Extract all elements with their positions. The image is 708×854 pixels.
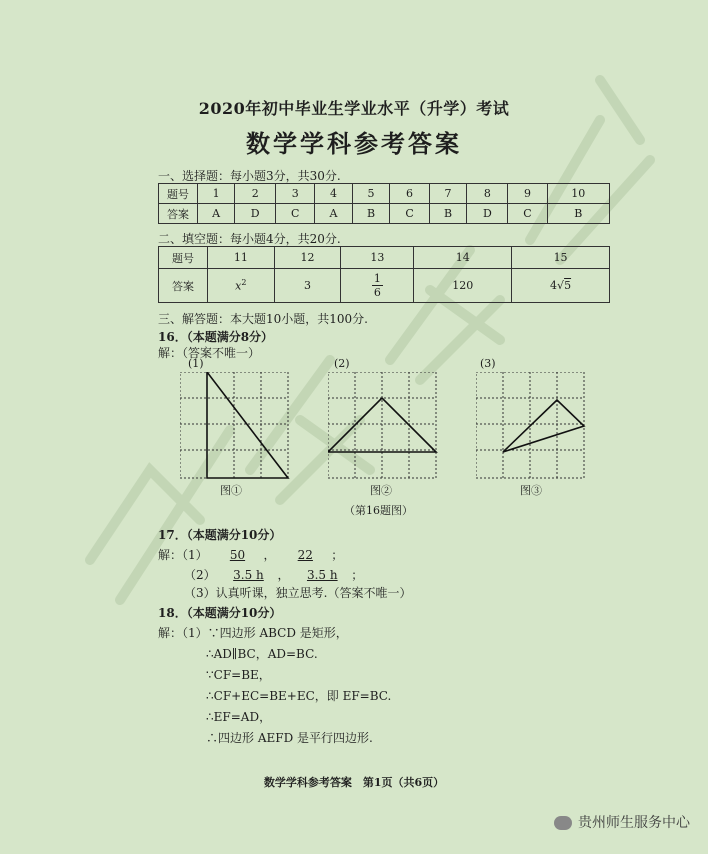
table-cell: C: [508, 204, 547, 224]
figure-caption: 图①: [220, 484, 242, 497]
account-watermark: 贵州师生服务中心: [554, 812, 690, 832]
section1-heading: 一、选择题：每小题3分，共30分.: [158, 169, 341, 183]
q18-line: ∵CF=BE，: [206, 668, 271, 682]
table-cell: B: [429, 204, 467, 224]
table-cell: 15: [512, 247, 610, 269]
row-label-question: 题号: [159, 247, 208, 269]
table-cell: 7: [429, 184, 467, 204]
figure-group-caption: （第16题图）: [344, 504, 413, 517]
table-cell: D: [235, 204, 276, 224]
subject-title: 数学学科参考答案: [246, 129, 462, 158]
q17-line-3: （3）认真听课，独立思考.（答案不唯一）: [184, 586, 412, 600]
table-cell: 9: [508, 184, 547, 204]
table-cell: 8: [467, 184, 508, 204]
page-footer: 数学学科参考答案 第1页（共6页）: [263, 776, 445, 789]
row-label-answer: 答案: [159, 269, 208, 303]
table-cell: 2: [235, 184, 276, 204]
figure-2: [328, 372, 440, 480]
table-cell: 12: [274, 247, 341, 269]
table-cell: B: [547, 204, 609, 224]
table-cell: B: [352, 204, 390, 224]
fraction: $\frac{1}{6}$: [373, 272, 381, 299]
figure-tag: (3): [480, 357, 496, 370]
q17-line-1: 解：（1） 50 ， 22 ；: [158, 548, 344, 562]
q16-solution: 解：（答案不唯一）: [158, 346, 261, 360]
table-cell: 13: [341, 247, 414, 269]
sqrt-icon: √: [557, 279, 565, 292]
figure-caption: 图③: [520, 484, 542, 497]
row-label-answer: 答案: [159, 204, 198, 224]
figure-3: [476, 372, 588, 480]
section2-heading: 二、填空题：每小题4分，共20分.: [158, 232, 341, 246]
q18-line: ∴AD∥BC，AD=BC.: [206, 647, 318, 661]
answer-12: 3: [274, 269, 341, 303]
table-cell: 1: [198, 184, 235, 204]
answer-14: 120: [414, 269, 512, 303]
answer-15: 4√5: [512, 269, 610, 303]
table-cell: A: [315, 204, 352, 224]
q18-line: ∴EF=AD，: [206, 710, 272, 724]
section3-heading: 三、解答题：本大题10小题，共100分.: [158, 312, 368, 326]
table-cell: C: [276, 204, 315, 224]
q18-title: 18．（本题满分10分）: [158, 606, 282, 620]
table-cell: 14: [414, 247, 512, 269]
figure-tag: (2): [334, 357, 350, 370]
figure-tag: (1): [188, 357, 204, 370]
choice-answer-table: [158, 183, 610, 224]
row-label-question: 题号: [159, 184, 198, 204]
table-cell: A: [198, 204, 235, 224]
figure-caption: 图②: [370, 484, 392, 497]
q18-line: ∴CF+EC=BE+EC，即 EF=BC.: [206, 689, 392, 703]
figure-1: [180, 372, 292, 480]
table-cell: 5: [352, 184, 390, 204]
fill-answer-table: [158, 246, 610, 303]
table-cell: 11: [208, 247, 275, 269]
q18-line: ∴四边形 AEFD 是平行四边形.: [206, 731, 373, 745]
answer-13: [341, 269, 414, 303]
table-cell: 3: [276, 184, 315, 204]
table-cell: 10: [547, 184, 609, 204]
q17-line-2: （2） 3.5 h ， 3.5 h ；: [184, 568, 364, 582]
table-cell: 4: [315, 184, 352, 204]
table-cell: 6: [390, 184, 429, 204]
answer-11: $x^2$: [208, 269, 275, 303]
q16-title: 16．（本题满分8分）: [158, 330, 274, 344]
q18-line: 解：（1）∵四边形 ABCD 是矩形，: [158, 626, 348, 640]
table-cell: D: [467, 204, 508, 224]
exam-title: 2020年初中毕业生学业水平（升学）考试: [198, 99, 510, 118]
table-cell: C: [390, 204, 429, 224]
wechat-icon: [554, 816, 572, 830]
q17-title: 17．（本题满分10分）: [158, 528, 282, 542]
